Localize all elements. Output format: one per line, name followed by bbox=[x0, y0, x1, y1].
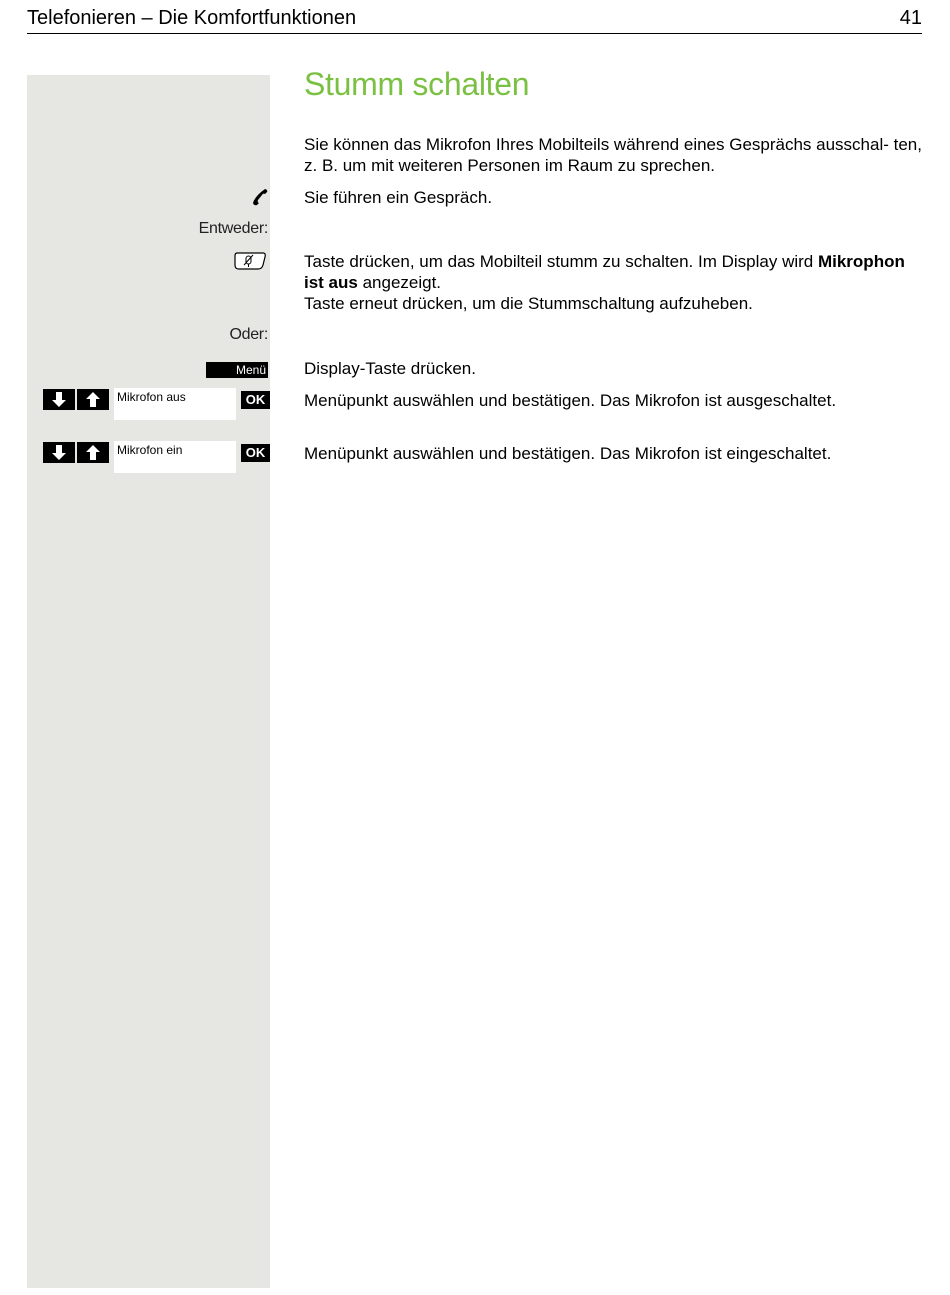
call-active-text: Sie führen ein Gespräch. bbox=[304, 188, 493, 207]
ok-key[interactable]: OK bbox=[241, 391, 270, 409]
mute-text-part: angezeigt. bbox=[357, 273, 442, 292]
section-title: Stumm schalten bbox=[304, 66, 530, 102]
display-mic-off: Mikrofon aus bbox=[114, 388, 236, 420]
arrow-down-icon[interactable] bbox=[43, 389, 75, 410]
either-label: Entweder: bbox=[198, 220, 268, 237]
page-header bbox=[27, 5, 922, 34]
menu-display-key[interactable]: Menü bbox=[206, 362, 268, 378]
ok-key[interactable]: OK bbox=[241, 444, 270, 462]
mute-instruction-text bbox=[304, 251, 922, 314]
arrow-up-icon[interactable] bbox=[77, 442, 109, 463]
arrow-up-icon[interactable] bbox=[77, 389, 109, 410]
mic-on-text: Menüpunkt auswählen und bestätigen. Das Mikrofon ist eingeschaltet. bbox=[304, 444, 832, 463]
header-title: Telefonieren – Die Komfortfunktionen bbox=[27, 7, 357, 29]
mute-key-icon bbox=[233, 251, 267, 271]
arrow-down-icon[interactable] bbox=[43, 442, 75, 463]
menu-key-text: Display-Taste drücken. bbox=[304, 359, 476, 378]
display-mic-on: Mikrofon ein bbox=[114, 441, 236, 473]
mute-text-bold: Mikrophon ist aus bbox=[304, 252, 905, 292]
or-label: Oder: bbox=[229, 326, 268, 343]
unmute-text: Taste erneut drücken, um die Stummschaltung aufzuheben. bbox=[304, 294, 753, 313]
page-number: 41 bbox=[899, 7, 922, 29]
mute-text-part: Taste drücken, um das Mobilteil stumm zu schalten. Im Display wird bbox=[304, 252, 818, 271]
intro-text: Sie können das Mikrofon Ihres Mobilteils während eines Gesprächs ausschal- ten, z. B. um mit weiteren Personen im Raum zu sprechen. bbox=[304, 135, 922, 175]
phone-handset-icon bbox=[250, 187, 270, 207]
mic-off-text: Menüpunkt auswählen und bestätigen. Das Mikrofon ist ausgeschaltet. bbox=[304, 391, 837, 410]
